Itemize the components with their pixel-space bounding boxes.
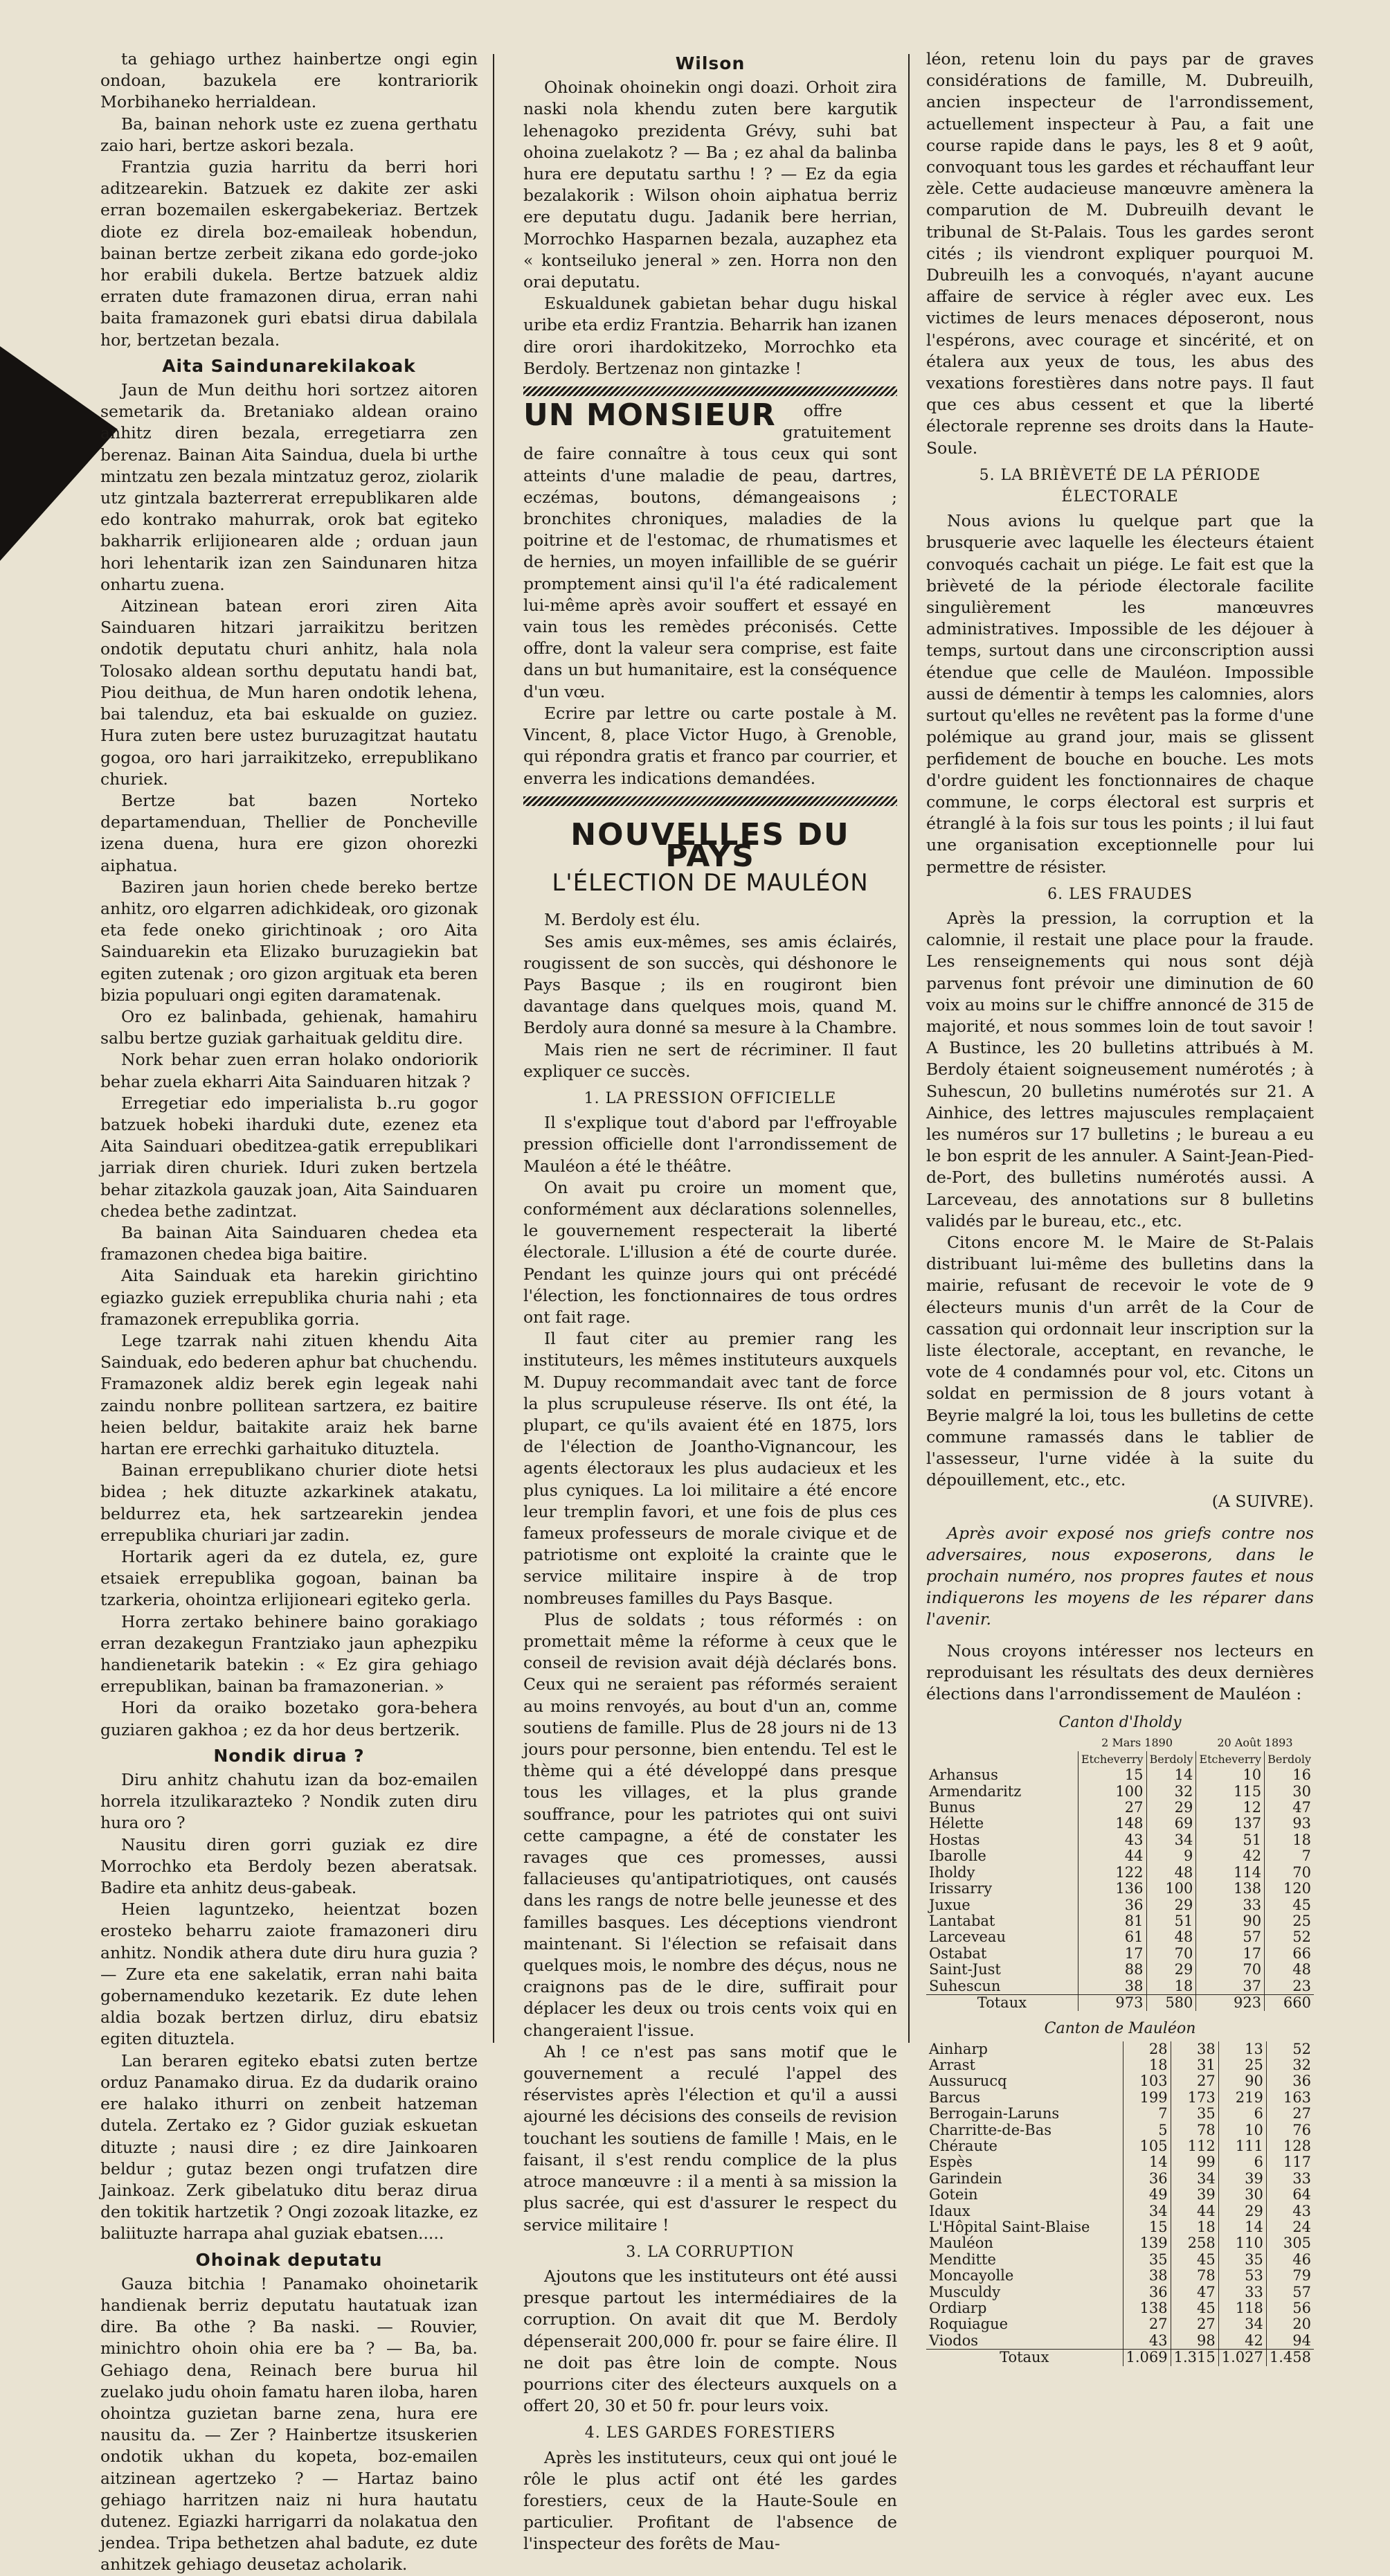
vote-count: 34: [1123, 2203, 1171, 2219]
vote-count: 90: [1196, 1913, 1265, 1929]
commune-name: Menditte: [929, 2251, 996, 2268]
vote-count: 45: [1171, 2300, 1218, 2316]
paragraph: Après la pression, la corruption et la calomnie, il restait une place pour la fraude. Les renseignements qui nous sont déjà parvenus font prévoir une diminution de 60 voix au moins sur le chiffre annoncé de 315 de majorité, et nous sommes loin de tout savoir ! A Bustince, les 20 bulletins attribués à M. Berdoly étaient soigneusement numérotés ; à Suhescun, 20 bulletins numérotés sur 21. A Ainhice, des lettres majuscules remplaçaient les numéros sur 17 bulletins ; le bureau a eu le bon esprit de les annuler. A Saint-Jean-Pied-de-Port, des bulletins numérotés aussi. A Larceveau, des annotations sur 8 bulletins validés par le bureau, etc., etc.: [926, 908, 1314, 1231]
vote-count: 219: [1218, 2090, 1266, 2106]
table-row: [926, 2203, 1314, 2219]
table-row: [926, 2122, 1314, 2138]
vote-count: 20: [1266, 2316, 1314, 2332]
ohoinak-section: [100, 2273, 478, 2576]
vote-count: 23: [1265, 1978, 1314, 1995]
vote-count: 34: [1171, 2171, 1218, 2187]
ad-contact: Ecrire par lettre ou carte postale à M. Vincent, 8, place Victor Hugo, à Grenoble, qui répondra gratis et franco par courrier, et enverra les indications demandées.: [523, 703, 897, 788]
ad-border-bottom: [523, 796, 897, 806]
table-row: [926, 2235, 1314, 2251]
paragraph: ta gehiago urthez hainbertze ongi egin ondoan, bazukela ere kontrariorik Morbihaneko herrialdean.: [100, 49, 478, 112]
results-intro: Nous croyons intéresser nos lecteurs en reproduisant les résultats des deux dernières élections dans l'arrondissement de Mauléon :: [926, 1640, 1314, 1704]
commune-name: Bunus: [929, 1799, 975, 1816]
commune-name: Armendaritz: [929, 1782, 1022, 1800]
vote-count: 46: [1266, 2252, 1314, 2268]
paragraph: Mais rien ne sert de récriminer. Il faut expliquer ce succès.: [523, 1039, 897, 1081]
paragraph: Ah ! ce n'est pas sans motif que le gouvernement a reculé l'appel des réservistes après l'élection et qu'il a aussi ajourné les décisions des conseils de revision touchant les soutiens de famille ! Mais, en le faisant, il s'est rendu complice de la plus atroce manœuvre : il a menti à sa mission la plus sacrée, qui est d'assurer le respect du service militaire !: [523, 2041, 897, 2235]
paragraph: Nous avions lu quelque part que la brusquerie avec laquelle les électeurs étaient convoqués cachait un piége. Le fait est que la brièveté de la période électorale facilite singulièrement les manœuvres administratives. Impossible de les déjouer à temps, surtout dans une circonscription aussi étendue que celle de Mauléon. Impossible aussi de démentir à temps les calomnies, alors surtout qu'elles ne revêtent pas la forme d'une polémique au grand jour, mais se glissent perfidement de bouche en bouche. Les mots d'ordre guident les fonctionnaires de chaque commune, le corps électoral est surpris et étranglé à la fois sur tous les points ; il lui faut une organisation exceptionnelle pour lui permettre de résister.: [926, 511, 1314, 877]
totals-label: Totaux: [926, 1994, 1078, 2011]
totals-row: [926, 1994, 1314, 2011]
vote-count: 25: [1265, 1913, 1314, 1929]
commune-name: Iholdy: [929, 1863, 975, 1881]
table-row: [926, 1897, 1314, 1913]
table-row: [926, 1962, 1314, 1978]
paragraph: Plus de soldats ; tous réformés : on promettait même la réforme à ceux que le conseil de revision avait déjà déclarés bons. Ceux qui ne seraient pas réformés seraient au moins renvoyés, au bout d'un an, comme soutiens de famille. Plus de 28 jours ni de 13 jours pour personne, bien entendu. Tel est le thème qui a été développé dans presque tous les villages, et la plus grande souffrance, pour les patriotes qui ont suivi cette campagne, a été de constater les ravages que ces promesses, aussi fallacieuses qu'antipatriotiques, ont causés dans les rangs de notre belle jeunesse et des familles basques. Les déceptions viendront maintenant. Si l'élection se refaisait dans quelques mois, le nombre des déçus, nous ne craignons pas de le dire, suffirait pour déplacer les deux ou trois cents voix qui en changeraient l'issue.: [523, 1609, 897, 2040]
vote-count: 28: [1123, 2041, 1171, 2057]
paragraph: Hortarik ageri da ez dutela, ez, gure etsaiek errepublika gogoan, bainan ba tzarkeria, ohointza erlijioneari egiteko gerla.: [100, 1547, 478, 1610]
vote-count: 49: [1123, 2187, 1171, 2203]
commune-name: Hostas: [929, 1831, 980, 1848]
vote-count: 51: [1196, 1832, 1265, 1848]
election-title: L'ÉLECTION DE MAULÉON: [552, 869, 869, 897]
table-row: [926, 2138, 1314, 2154]
vote-count: 45: [1265, 1897, 1314, 1913]
vote-count: 32: [1146, 1784, 1196, 1800]
table-row: [926, 1767, 1314, 1783]
column-rule-1: [493, 54, 494, 2043]
vote-count: 35: [1171, 2106, 1218, 2122]
a-suivre: (A SUIVRE).: [1211, 1492, 1314, 1512]
table-row: [926, 1800, 1314, 1816]
vote-count: 10: [1218, 2122, 1266, 2138]
commune-name: Roquiague: [929, 2316, 1009, 2333]
vote-count: 18: [1146, 1978, 1196, 1995]
vote-count: 117: [1266, 2154, 1314, 2170]
table-row: [926, 2090, 1314, 2106]
vote-count: 33: [1196, 1897, 1265, 1913]
vote-count: 7: [1123, 2106, 1171, 2122]
table-row: [926, 1913, 1314, 1929]
vote-count: 29: [1218, 2203, 1266, 2219]
date-1890: 2 Mars 1890: [1101, 1736, 1173, 1750]
dirua-section: [100, 1769, 478, 2244]
paragraph: Lan beraren egiteko ebatsi zuten bertze orduz Panamako dirua. Ez da dudarik oraino ere halako ithurri on zenbeit hatzeman dutela. Zertako ez ? Gidor guziak eskuetan dituzte ; nausi dire ; ez dire Jainkoaren beldur ; gutaz bezen ongi trufatzen dire Jainkoaz. Zerk gibelatuko ditu beraz dirua den tokitik hartzetik ? Ongi zozoak litazke, ez baliituzte harrapa ahal guziak ebatsen.....: [100, 2050, 478, 2244]
vote-count: 78: [1171, 2268, 1218, 2284]
commune-name: Gotein: [929, 2186, 978, 2203]
vote-count: 111: [1218, 2138, 1266, 2154]
vote-count: 14: [1146, 1767, 1196, 1783]
paragraph: Gauza bitchia ! Panamako ohoinetarik handienak berriz deputatu hautatuak izan dire. Ba othe ? Ba naski. — Rouvier, minichtro ohoin ohia ere ba ? — Ba, ba. Gehiago dena, Reinach bere burua hil zuelako judu ohoin famatu haren iloba, haren ohointza guzietan barne zena, hura ere nausitu da. — Zer ? Hainbertze itsuskerien ondotik ukhan du kopeta, boz-emailen aitzinean agertzeko ? — Hartaz baino gehiago harritzen naiz ni hura hautatu dutenez. Egiazki harrigarri da nolakatua den jendea. Tripa bethetzen ahal badute, ez dute anhitzek gehiago deusetaz acholarik.: [100, 2273, 478, 2575]
paragraph: Après les instituteurs, ceux qui ont joué le rôle le plus actif ont été les gardes forestiers, ceux de la Haute-Soule en particulier. Profitant de l'absence de l'inspecteur des forêts de Mau-: [523, 2447, 897, 2554]
vote-count: 36: [1266, 2073, 1314, 2089]
vote-count: 118: [1218, 2300, 1266, 2316]
vote-count: 43: [1123, 2333, 1171, 2350]
vote-count: 138: [1196, 1881, 1265, 1897]
paragraph: Il s'explique tout d'abord par l'effroyable pression officielle dont l'arrondissement de Mauléon a été le théâtre.: [523, 1113, 897, 1176]
commune-name: Suhescun: [929, 1977, 1001, 1994]
vote-count: 6: [1218, 2106, 1266, 2122]
paragraph: léon, retenu loin du pays par de graves considérations de famille, M. Dubreuilh, ancien inspecteur de l'arrondissement, actuellement inspecteur à Pau, a fait une course rapide dans le pays, les 8 et 9 août, convoquant tous les gardes et réchauffant leur zèle. Cette audacieuse manœuvre amènera la comparution de M. Dubreuilh devant le tribunal de St-Palais. Tous les gardes seront cités ; ils viendront expliquer pourquoi M. Dubreuilh les a convoqués, n'ayant aucune affaire de service à régler avec eux. Les victimes de leurs menaces déposeront, nous l'espérons, avec courage et sincérité, et on étalera aux yeux de tous, les abus des vexations forestières dans notre pays. Il faut que ces abus cessent et que la liberté électorale reprenne ses droits dans la Haute-Soule.: [926, 49, 1314, 458]
commune-name: Aussurucq: [929, 2073, 1007, 2090]
vote-count: 39: [1171, 2187, 1218, 2203]
table-row: [926, 2300, 1314, 2316]
vote-count: 34: [1218, 2316, 1266, 2332]
vote-count: 10: [1196, 1767, 1265, 1783]
vote-count: 110: [1218, 2235, 1266, 2251]
totals-row: [926, 2350, 1314, 2366]
table-row: [926, 1929, 1314, 1945]
paragraph: Eskualdunek gabietan behar dugu hiskal uribe eta erdiz Frantzia. Beharrik han izanen dire orori ihardokitzeko, Morrochko eta Berdoly. Bertzenaz non gintazke !: [523, 294, 897, 378]
total-count: 1.069: [1123, 2350, 1171, 2366]
vote-count: 17: [1078, 1946, 1146, 1962]
heading-ohoinak: Ohoinak deputatu: [195, 2249, 383, 2270]
paragraph: Lege tzarrak nahi zituen khendu Aita Sainduak, edo bederen aphur bat chuchendu. Framazonek aldiz berek egin legeak nahi zaindu nonbre pollitean sartzera, ez baitire heien beldur, baitakite araiz hek barne hartan ere errechki garhaituko dituztela.: [100, 1330, 478, 1458]
vote-count: 30: [1218, 2187, 1266, 2203]
heading-pression: 1. LA PRESSION OFFICIELLE: [584, 1089, 837, 1107]
vote-count: 13: [1218, 2041, 1266, 2057]
vote-count: 51: [1146, 1913, 1196, 1929]
commune-name: Lantabat: [929, 1912, 995, 1929]
table-row: [926, 2041, 1314, 2057]
vote-count: 138: [1123, 2300, 1171, 2316]
vote-count: 93: [1265, 1816, 1314, 1832]
vote-count: 70: [1265, 1865, 1314, 1881]
paragraph: Ajoutons que les instituteurs ont été aussi presque partout les intermédiaires de la corruption. On avait dit que M. Berdoly dépenserait 200,000 fr. pour se faire élire. Il ne doit pas être loin de compte. Nous pourrions citer des électeurs auxquels on a offert 20, 30 et 50 fr. pour leurs voix.: [523, 2266, 897, 2416]
heading-fraudes: 6. LES FRAUDES: [1047, 885, 1193, 903]
vote-count: 78: [1171, 2122, 1218, 2138]
vote-count: 36: [1123, 2284, 1171, 2300]
totals-label: Totaux: [926, 2350, 1123, 2366]
vote-count: 258: [1171, 2235, 1218, 2251]
vote-count: 15: [1078, 1767, 1146, 1783]
advertisement: [523, 397, 897, 789]
vote-count: 53: [1218, 2268, 1266, 2284]
commune-name: Berrogain-Laruns: [929, 2105, 1060, 2122]
paragraph: Oro ez balinbada, gehienak, hamahiru salbu bertze guziak garhaituak gelditu dire.: [100, 1006, 478, 1048]
total-count: 1.027: [1218, 2350, 1266, 2366]
results-table-mauleon: [926, 2041, 1314, 2366]
candidate-header: Berdoly: [1146, 1751, 1196, 1767]
heading-wilson: Wilson: [675, 53, 746, 73]
vote-count: 57: [1196, 1929, 1265, 1945]
heading-corruption: 3. LA CORRUPTION: [626, 2243, 795, 2261]
vote-count: 52: [1266, 2041, 1314, 2057]
commune-name: Viodos: [929, 2332, 979, 2349]
vote-count: 12: [1196, 1800, 1265, 1816]
vote-count: 48: [1265, 1962, 1314, 1978]
date-1893: 20 Août 1893: [1217, 1736, 1293, 1750]
vote-count: 30: [1265, 1784, 1314, 1800]
vote-count: 70: [1146, 1946, 1196, 1962]
vote-count: 61: [1078, 1929, 1146, 1945]
vote-count: 29: [1146, 1800, 1196, 1816]
column-2: [523, 48, 897, 2555]
intro-paragraphs: [100, 48, 478, 351]
vote-count: 88: [1078, 1962, 1146, 1978]
vote-count: 14: [1123, 2154, 1171, 2170]
vote-count: 99: [1171, 2154, 1218, 2170]
vote-count: 42: [1196, 1848, 1265, 1864]
paragraph: Horra zertako behinere baino gorakiago erran dezakegun Frantziako jaun aphezpiku handienetarik batekin : « Ez gira gehiago errepublikan, bainan ba framazonerian. »: [100, 1611, 478, 1697]
vote-count: 105: [1123, 2138, 1171, 2154]
table-row: [926, 1832, 1314, 1848]
paragraph: Baziren jaun horien chede bereko bertze anhitz, oro elgarren adichkideak, oro gizonak eta fede oneko girichtinoak ; oro Aita Sainduarekin eta Elizako buruzagiekin bat egiten zutenak ; oro gizon argituak eta beren bizia populuari ongi egiten daramatenak.: [100, 877, 478, 1005]
vote-count: 34: [1146, 1832, 1196, 1848]
table-row: [926, 2316, 1314, 2332]
vote-count: 27: [1078, 1800, 1146, 1816]
commune-name: Musculdy: [929, 2283, 1001, 2300]
nouvelles-heading: NOUVELLES DU PAYS: [570, 816, 850, 874]
vote-count: 38: [1171, 2041, 1218, 2057]
table-row: [926, 2073, 1314, 2089]
vote-count: 37: [1196, 1978, 1265, 1995]
paragraph: Citons encore M. le Maire de St-Palais distribuant lui-même des bulletins dans la mairie, refusant de recevoir le vote de 9 électeurs munis d'un arrêt de la Cour de cassation qui ordonnait leur inscription sur la liste électorale, acceptant, en revanche, le vote de 4 condamnés pour vol, etc. Citons un soldat en permission de 8 jours votant à Beyrie malgré la loi, tous les bulletins de cette commune ramassés dans le tablier de l'assesseur, l'urne vidée à la suite du dépouillement, etc., etc.: [926, 1232, 1314, 1490]
commune-name: Larceveau: [929, 1929, 1007, 1946]
table-row: [926, 2057, 1314, 2073]
vote-count: 81: [1078, 1913, 1146, 1929]
vote-count: 33: [1266, 2171, 1314, 2187]
vote-count: 173: [1171, 2090, 1218, 2106]
vote-count: 24: [1266, 2219, 1314, 2235]
commune-name: Ainharp: [929, 2040, 988, 2057]
commune-name: Ostabat: [929, 1944, 987, 1962]
ad-border-top: [523, 386, 897, 396]
column-rule-2: [908, 54, 910, 2043]
paragraph: Jaun de Mun deithu hori sortzez aitoren semetarik da. Bretaniako aldean oraino anhitz diren bezala, erregetiarra zen berenaz. Bainan Aita Saindua, duela bi urthe mintzatu zen bezala mintzatuz geroz, ziolarik utz gintzala bazterrerat errepublikaren alde edo kontrako mahurrak, orok bat egiteko bakharrik erlijionearen alde ; orduan jaun hori lehentarik izan zen Saindunaren hitza onhartu zuena.: [100, 380, 478, 594]
table-row: [926, 1784, 1314, 1800]
commune-name: Saint-Just: [929, 1961, 1001, 1978]
commune-name: Ibarolle: [929, 1848, 986, 1865]
vote-count: 57: [1266, 2284, 1314, 2300]
vote-count: 100: [1078, 1784, 1146, 1800]
vote-count: 18: [1123, 2057, 1171, 2073]
commune-name: Chéraute: [929, 2137, 998, 2154]
results-table-iholdy: [926, 1735, 1314, 2011]
vote-count: 114: [1196, 1865, 1265, 1881]
commune-name: Arhansus: [929, 1766, 998, 1784]
table-row: [926, 1881, 1314, 1897]
vote-count: 25: [1218, 2057, 1266, 2073]
vote-count: 5: [1123, 2122, 1171, 2138]
table-row: [926, 2154, 1314, 2170]
vote-count: 32: [1266, 2057, 1314, 2073]
vote-count: 94: [1266, 2333, 1314, 2350]
paragraph: Ba, bainan nehork uste ez zuena gerthatu zaio hari, bertze askori bezala.: [100, 114, 478, 155]
vote-count: 112: [1171, 2138, 1218, 2154]
vote-count: 31: [1171, 2057, 1218, 2073]
vote-count: 70: [1196, 1962, 1265, 1978]
vote-count: 35: [1123, 2252, 1171, 2268]
paragraph: Hori da oraiko bozetako gora-behera guziaren gakhoa ; ez da hor deus bertzerik.: [100, 1698, 478, 1739]
commune-name: Irissarry: [929, 1880, 993, 1897]
table-row: [926, 2219, 1314, 2235]
paragraph: Aitzinean batean erori ziren Aita Sainduaren hitzari jarraikitzu beritzen ondotik deputatu churi anhitz, hala nola Tolosako aldean sorthu deputatu handi bat, Piou deithua, de Mun haren ondotik lehena, bai talenduz, eta bai eskualde on guziez. Hura zuten bere ustez buruzagitzat hautatu gogoa, oro hari jarraikitzeko, errepublikano churiek.: [100, 596, 478, 789]
vote-count: 52: [1265, 1929, 1314, 1945]
paragraph: Erregetiar edo imperialista b..ru gogor batzuek hobeki iharduki dute, ezenez eta Aita Sainduari obeditzea-gatik errepublikari jarriak diren churiek. Iduri zuken bertzela behar zitazkola gauzak joan, Aita Sainduaren chedea bethe zadintzat.: [100, 1093, 478, 1221]
paragraph: Bainan errepublikano churier diote hetsi bidea ; hek dituzte azkarkinek atakatu, beldurrez eta, hek sartzearekin jendea errepublika churiari jar zadin.: [100, 1460, 478, 1545]
vote-count: 69: [1146, 1816, 1196, 1832]
paragraph: Ba bainan Aita Sainduaren chedea eta framazonen chedea biga baitire.: [100, 1222, 478, 1264]
ad-headline: UN MONSIEUR: [523, 397, 776, 433]
heading-brievete: 5. LA BRIÈVETÉ DE LA PÉRIODE ÉLECTORALE: [979, 466, 1261, 506]
vote-count: 6: [1218, 2154, 1266, 2170]
table-row: [926, 1848, 1314, 1864]
vote-count: 27: [1171, 2316, 1218, 2332]
vote-count: 7: [1265, 1848, 1314, 1864]
paragraph: M. Berdoly est élu.: [544, 910, 701, 930]
vote-count: 79: [1266, 2268, 1314, 2284]
vote-count: 27: [1123, 2316, 1171, 2332]
total-count: 1.458: [1266, 2350, 1314, 2366]
candidate-header: Berdoly: [1265, 1751, 1314, 1767]
vote-count: 128: [1266, 2138, 1314, 2154]
vote-count: 43: [1078, 1832, 1146, 1848]
vote-count: 136: [1078, 1881, 1146, 1897]
vote-count: 48: [1146, 1929, 1196, 1945]
commune-name: Ordiarp: [929, 2300, 987, 2317]
candidate-header: Etcheverry: [1078, 1751, 1146, 1767]
vote-count: 44: [1171, 2203, 1218, 2219]
total-count: 660: [1265, 1994, 1314, 2011]
vote-count: 35: [1218, 2252, 1266, 2268]
vote-count: 36: [1123, 2171, 1171, 2187]
paragraph: Diru anhitz chahutu izan da boz-emailen horrela itzulikarazteko ? Nondik zuten diru hura oro ?: [100, 1770, 478, 1833]
table-row: [926, 1865, 1314, 1881]
vote-count: 100: [1146, 1881, 1196, 1897]
paragraph: Bertze bat bazen Norteko departamenduan, Thellier de Poncheville izena duena, hura ere gizon ohorezki aiphatua.: [100, 790, 478, 875]
commune-name: L'Hôpital Saint-Blaise: [929, 2219, 1090, 2236]
heading-gardes: 4. LES GARDES FORESTIERS: [584, 2424, 836, 2442]
table-row: [926, 1816, 1314, 1832]
vote-count: 9: [1146, 1848, 1196, 1864]
vote-count: 122: [1078, 1865, 1146, 1881]
canton-iholdy-title: Canton d'Iholdy: [1058, 1714, 1182, 1732]
vote-count: 27: [1266, 2106, 1314, 2122]
commune-name: Juxue: [929, 1896, 971, 1913]
heading-aita: Aita Saindunarekilakoak: [162, 355, 416, 376]
aita-section: [100, 379, 478, 1741]
total-count: 1.315: [1171, 2350, 1218, 2366]
vote-count: 90: [1218, 2073, 1266, 2089]
vote-count: 103: [1123, 2073, 1171, 2089]
vote-count: 115: [1196, 1784, 1265, 1800]
paragraph: On avait pu croire un moment que, conformément aux déclarations solennelles, le gouvernement respecterait la liberté électorale. L'illusion a été de courte durée. Pendant les quinze jours qui ont précédé l'élection, les fonctionnaires de tous ordres ont fait rage.: [523, 1177, 897, 1327]
vote-count: 47: [1171, 2284, 1218, 2300]
paragraph: Il faut citer au premier rang les instituteurs, les mêmes instituteurs auxquels M. Dupuy recommandait avec tant de force la plus scrupuleuse réserve. Ils ont été, la plupart, ce qu'ils avaient été en 1875, lors de l'élection de Joantho-Vignancour, les agents électoraux les plus audacieux et les plus cyniques. La loi militaire a été encore leur tremplin favori, et une fois de plus ces fameux professeurs de morale civique et de patriotisme ont exploité la crainte que le service militaire inspire à de trop nombreuses familles du Pays Basque.: [523, 1329, 897, 1608]
vote-count: 39: [1218, 2171, 1266, 2187]
commune-name: Mauléon: [929, 2235, 993, 2252]
table-row: [926, 2284, 1314, 2300]
table-row: [926, 2333, 1314, 2350]
column-1: [100, 48, 478, 2576]
vote-count: 18: [1171, 2219, 1218, 2235]
commune-name: Arrast: [929, 2056, 975, 2073]
commune-name: Moncayolle: [929, 2267, 1014, 2284]
vote-count: 305: [1266, 2235, 1314, 2251]
vote-count: 137: [1196, 1816, 1265, 1832]
table-row: [926, 2187, 1314, 2203]
vote-count: 48: [1146, 1865, 1196, 1881]
vote-count: 64: [1266, 2187, 1314, 2203]
column-3: [926, 48, 1314, 2366]
table-row: [926, 2171, 1314, 2187]
paragraph: Ohoinak ohoinekin ongi doazi. Orhoit zira naski nola khendu zuten bere kargutik lehenagoko prezidenta Grévy, suhi bat ohoina zuelakotz ? — Ba ; ez ahal da balinba hura ere deputatu sarthu ! ? — Ez da egia bezalakorik : Wilson ohoin aiphatua berriz ere deputatu dugu. Jadanik bere herrian, Morrochko Hasparnen bezala, auzaphez eta « kontseiluko jeneral » zen. Horra non den orai deputatu.: [523, 78, 897, 292]
ad-text: offre gratuitement de faire connaître à tous ceux qui sont atteints d'une maladie de peau, dartres, eczémas, boutons, démangeaisons ; bronchites chroniques, maladies de la poitrine et de l'estomac, de rhumatismes et de hernies, un moyen infaillible de se guérir promptement ainsi qu'il l'a été radicalement lui-même après avoir souffert et essayé en vain tous les remèdes préconisés. Cette offre, dont la valeur sera comprise, est faite dans un but humanitaire, est la conséquence d'un vœu.: [523, 401, 897, 701]
paragraph: Aita Sainduak eta harekin girichtino egiazko guziek errepublika churia nahi ; eta framazonek errepublika gorria.: [100, 1266, 478, 1329]
table-row: [926, 2106, 1314, 2122]
vote-count: 36: [1078, 1897, 1146, 1913]
vote-count: 148: [1078, 1816, 1146, 1832]
paragraph: Heien laguntzeko, heientzat bozen erosteko beharru zaiote framazoneri diru anhitz. Nondik athera dute diru hura guzia ? — Zure eta ene sakelatik, erran nahi baita gobernamenduko kezetarik. Ez dute lehen aldia bozak bertzen dirluz, diru ebatsiz egiten dituztela.: [100, 1899, 478, 2049]
paragraph: Ses amis eux-mêmes, ses amis éclairés, rougissent de son succès, qui déshonore le Pays Basque ; ils en rougiront bien davantage dans quelques mois, quand M. Berdoly aura donné sa mesure à la Chambre.: [523, 931, 897, 1038]
vote-count: 15: [1123, 2219, 1171, 2235]
vote-count: 56: [1266, 2300, 1314, 2316]
commune-name: Garindein: [929, 2170, 1002, 2187]
vote-count: 47: [1265, 1800, 1314, 1816]
commune-name: Hélette: [929, 1815, 984, 1832]
table-row: [926, 2268, 1314, 2284]
vote-count: 98: [1171, 2333, 1218, 2350]
paragraph: Nausitu diren gorri guziak ez dire Morrochko eta Berdoly bezen aberatsak. Badire eta anhitz deus-gabeak.: [100, 1834, 478, 1898]
vote-count: 42: [1218, 2333, 1266, 2350]
vote-count: 29: [1146, 1962, 1196, 1978]
vote-count: 33: [1218, 2284, 1266, 2300]
total-count: 580: [1146, 1994, 1196, 2011]
vote-count: 27: [1171, 2073, 1218, 2089]
vote-count: 199: [1123, 2090, 1171, 2106]
total-count: 973: [1078, 1994, 1146, 2011]
paragraph: Frantzia guzia harritu da berri hori aditzearekin. Batzuek ez dakite zer aski erran bozemailen eskergabekeriaz. Bertzek diote ez direla boz-emaileak hobendun, bainan bertze zerbeit zikana edo gorde-joko hor erabili dukela. Bertze batzuek aldiz erraten dute framazonen dirua, erran nahi baita framazonek guri ebatsi dirua dabilala hor, bertzetan bezala.: [100, 157, 478, 350]
vote-count: 29: [1146, 1897, 1196, 1913]
vote-count: 17: [1196, 1946, 1265, 1962]
paragraph: Nork behar zuen erran holako ondoriorik behar zuela ekharri Aita Sainduaren hitzak ?: [100, 1050, 478, 1091]
canton-mauleon-title: Canton de Mauléon: [1044, 2020, 1196, 2038]
vote-count: 120: [1265, 1881, 1314, 1897]
total-count: 923: [1196, 1994, 1265, 2011]
table-row: [926, 2252, 1314, 2268]
vote-count: 163: [1266, 2090, 1314, 2106]
commune-name: Idaux: [929, 2202, 971, 2219]
vote-count: 38: [1078, 1978, 1146, 1995]
table-row: [926, 1946, 1314, 1962]
heading-dirua: Nondik dirua ?: [213, 1745, 365, 1766]
vote-count: 14: [1218, 2219, 1266, 2235]
vote-count: 43: [1266, 2203, 1314, 2219]
vote-count: 66: [1265, 1946, 1314, 1962]
candidate-header: Etcheverry: [1196, 1751, 1265, 1767]
vote-count: 139: [1123, 2235, 1171, 2251]
editorial-note: Après avoir exposé nos griefs contre nos adversaires, nous exposerons, dans le prochain numéro, nos propres fautes et nous indiquerons les moyens de les réparer dans l'avenir.: [926, 1523, 1314, 1629]
vote-count: 16: [1265, 1767, 1314, 1783]
vote-count: 18: [1265, 1832, 1314, 1848]
vote-count: 76: [1266, 2122, 1314, 2138]
vote-count: 45: [1171, 2252, 1218, 2268]
commune-name: Barcus: [929, 2088, 981, 2106]
vote-count: 38: [1123, 2268, 1171, 2284]
table-row: [926, 1978, 1314, 1995]
commune-name: Charritte-de-Bas: [929, 2121, 1052, 2138]
vote-count: 44: [1078, 1848, 1146, 1864]
commune-name: Espès: [929, 2154, 973, 2171]
